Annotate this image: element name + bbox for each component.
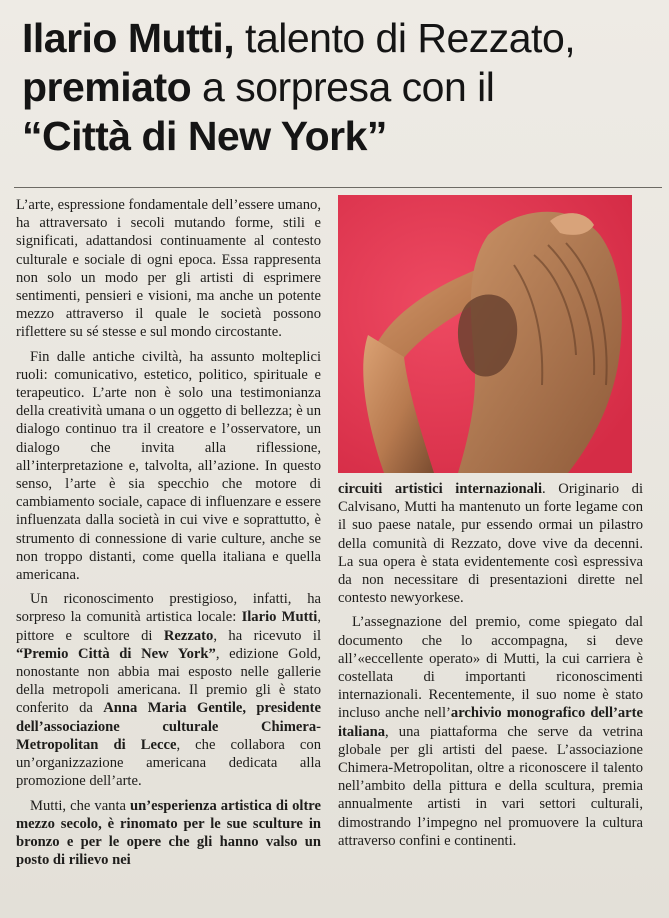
headline-line-3: [22, 112, 662, 161]
headline-name-bold: Ilario Mutti,: [22, 15, 235, 61]
paragraph-experience: Mutti, che vanta un’esperienza artistica di oltre mezzo secolo, è rinomato per le sue sculture in bronzo e per le opere che gli hanno valso un posto di rilievo nei: [16, 797, 321, 869]
town-name: Rezzato: [163, 627, 214, 644]
headline-award-name: “Città di New York”: [22, 113, 387, 159]
paragraph-history: Fin dalle antiche civiltà, ha assunto molteplici ruoli: comunicativo, estetico, politico, spirituale e terapeutico. L’arte non è solo una testimonianza della creatività umana o un oggetto di bellezza; è un dialogo continuo tra il creatore e l’osservatore, un dialogo che invita alla riflessione, all’interpretazione e, talvolta, all’azione. In questo senso, l’arte è sia specchio che motore di cambiamento sociale, capace di influenzare e essere influenzata dalla società in cui vive e soprattutto, è strumento di connessione di varie culture, anche se non troppo distanti, come quella italiana e quella americana.: [16, 348, 321, 584]
headline-line-1: [22, 14, 662, 63]
paragraph-origins: circuiti artistici internazionali. Originario di Calvisano, Mutti ha mantenuto un forte legame con il suo paese natale, pur essendo ormai un pilastro della comunità di Rezzato, dove vive da decenni. La sua opera è stata evidentemente così espressiva da non necessitare di presentazioni dirette nel contesto newyorkese.: [338, 481, 644, 607]
paragraph-award: Un riconoscimento prestigioso, infatti, ha sorpreso la comunità artistica locale: Ilario Mutti, pittore e scultore di Rezzato, ha ricevuto il “Premio Città di New York”, edizione Gold, nonostante non abbia mai esposto nelle gallerie della metropoli americana. Il premio gli è stato conferito da Anna Maria Gentile, presidente dell’associazione culturale Chimera-Metropolitan di Lecce, che collabora con un’organizzazione americana dedicata alla promozione dell’arte.: [16, 591, 321, 790]
right-text-column: [338, 480, 643, 850]
headline-line-1-rest: talento di Rezzato,: [234, 15, 576, 61]
article-headline: [22, 14, 662, 161]
left-text-column: [16, 196, 321, 869]
presenter-name: Anna Maria Gentile, presidente dell’associazione culturale Chimera-Metropolitan di Lecce: [16, 700, 321, 753]
award-name: “Premio Città di New York”: [16, 645, 216, 662]
sculpture-photo: [338, 195, 632, 473]
headline-premiato-bold: premiato: [22, 64, 192, 110]
headline-divider: [14, 187, 662, 188]
headline-line-2: [22, 63, 662, 112]
paragraph-intro: L’arte, espressione fondamentale dell’essere umano, ha attraversato i secoli mutando forme, stili e significati, adattandosi continuamente al contesto culturale e sociale di ogni epoca. Essa rappresenta non solo un modo per gli artisti di esprimere sentimenti, pensieri e visioni, ma anche un potente mezzo attraverso il quale le società possono riflettere su sé stesse e sul mondo circostante.: [16, 197, 322, 341]
bronze-sculpture-image: [338, 195, 632, 473]
paragraph-assignment: L’assegnazione del premio, come spiegato dal documento che lo accompagna, si deve all’«eccellente operato» di Mutti, la cui carriera è costellata di importanti riconoscimenti internazionali. Recentemente, il suo nome è stato incluso anche nell’archivio monografico dell’arte italiana, una piattaforma che serve da vetrina globale per gli artisti del paese. L’associazione Chimera-Metropolitan, oltre a riconoscere il talento nell’ambito della pittura e della scultura, premia annualmente artisti in vari settori culturali, dimostrando l’impegno nel promuovere la cultura attraverso confini e continenti.: [338, 614, 643, 849]
headline-line-2-rest: a sorpresa con il: [191, 64, 495, 110]
experience-bold: un’esperienza artistica di oltre mezzo secolo, è rinomato per le sue sculture in bronzo e per le opere che gli hanno valso un posto di rilievo nei: [16, 797, 321, 869]
international-circuits-bold: circuiti artistici internazionali: [338, 481, 543, 497]
artist-name: Ilario Mutti: [241, 609, 318, 626]
archive-name-bold: archivio monografico dell’arte italiana: [338, 705, 643, 740]
